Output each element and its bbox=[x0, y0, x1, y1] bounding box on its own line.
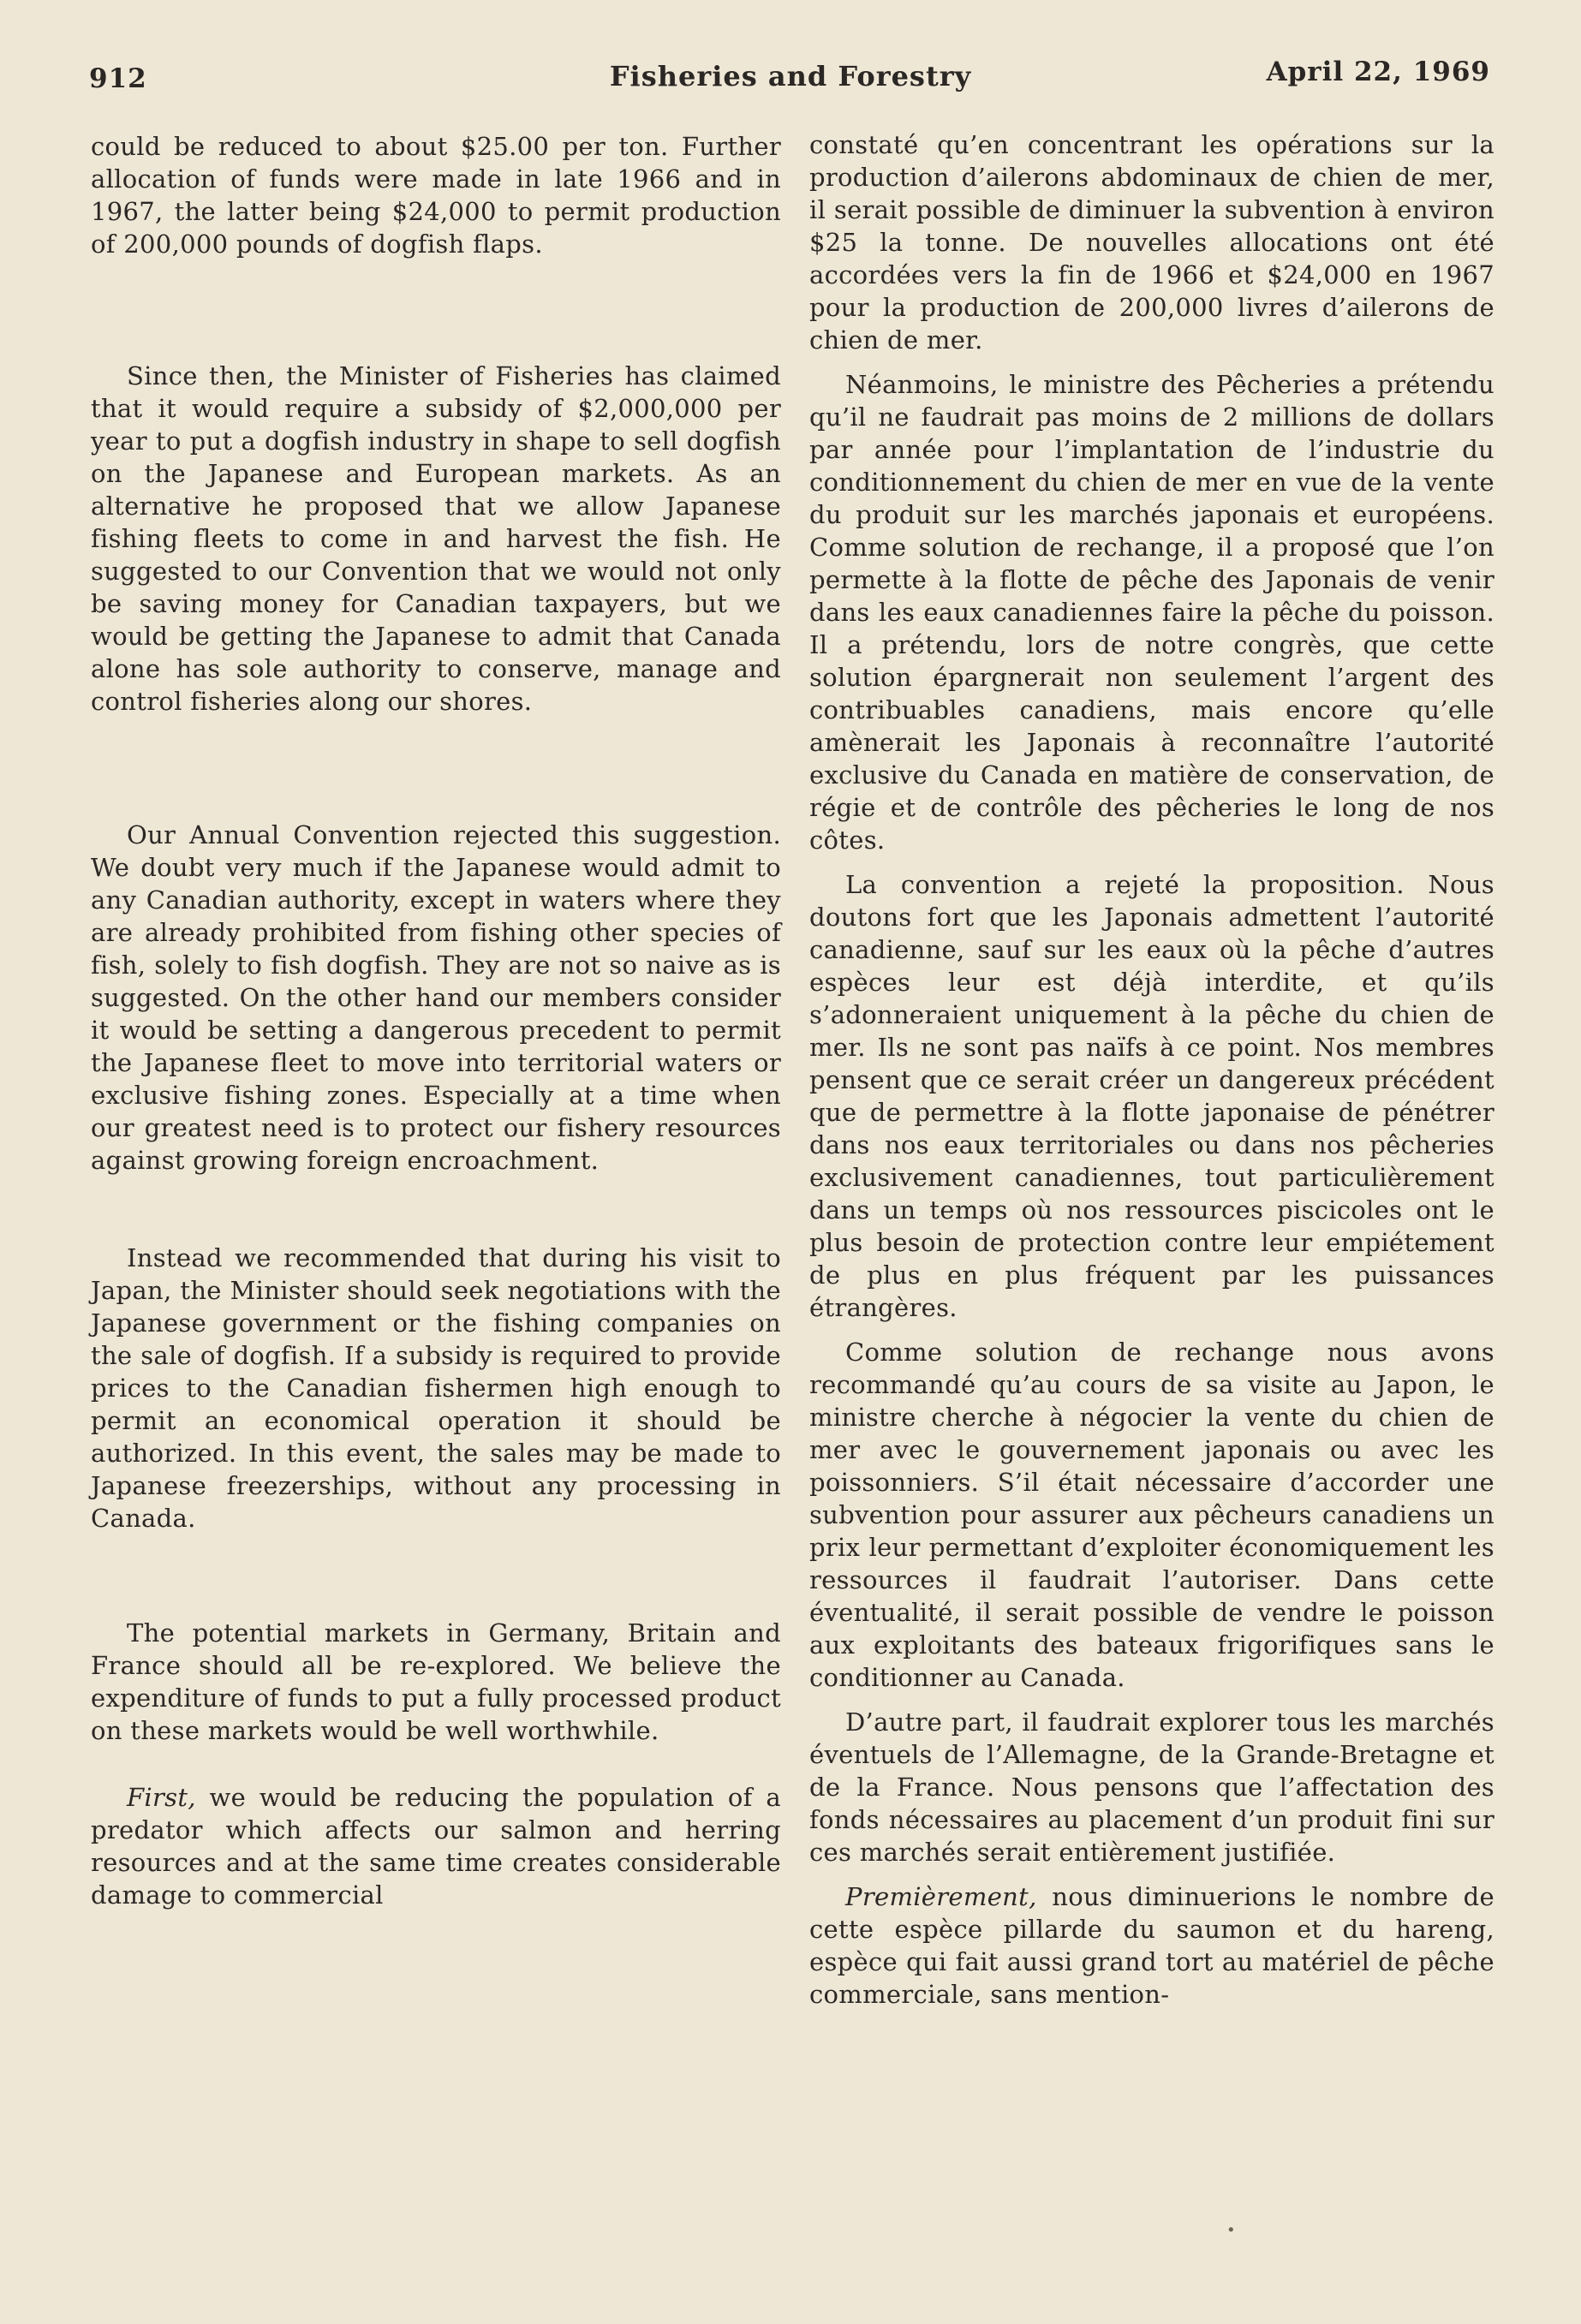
paragraph-lead-word: First, bbox=[127, 1783, 196, 1812]
paragraph: Néanmoins, le ministre des Pêcheries a prétendu qu’il ne faudrait pas moins de 2 millions de dollars par année pour l’implantation de l’industrie du conditionnement du chien de mer en vue de la vente du produit sur les marchés japonais et européens. Comme solution de rechange, il a proposé que l’on permette à la flotte de pêche des Japonais de venir dans les eaux canadiennes faire la pêche du poisson. Il a prétendu, lors de notre congrès, que cette solution épargnerait non seulement l’argent des contribuables canadiens, mais encore qu’elle amènerait les Japonais à reconnaître l’autorité exclusive du Canada en matière de conservation, de régie et de contrôle des pêcheries le long de nos côtes. bbox=[809, 370, 1494, 855]
paragraph: Our Annual Convention rejected this suggestion. We doubt very much if the Japanese would admit to any Canadian authority, except in waters where they are already prohibited from fishing other species of fish, solely to fish dogfish. They are not so naive as is suggested. On the other hand our members consider it would be setting a dangerous precedent to permit the Japanese fleet to move into territorial waters or exclusive fishing zones. Especially at a time when our greatest need is to protect our fishery resources against growing foreign encroachment. bbox=[91, 820, 781, 1175]
paragraph: La convention a rejeté la proposition. Nous doutons fort que les Japonais admettent l’autorité canadienne, sauf sur les eaux où la pêche d’autres espèces leur est déjà interdite, et qu’ils s’adonneraient uniquement à la pêche du chien de mer. Ils ne sont pas naïfs à ce point. Nos membres pensent que ce serait créer un dangereux précédent que de permettre à la flotte japonaise de pénétrer dans nos eaux territoriales ou dans nos pêcheries exclusivement canadiennes, tout particulièrement dans un temps où nos ressources piscicoles ont le plus besoin de protection contre leur empiétement de plus en plus fréquent par les puissances étrangères. bbox=[809, 870, 1494, 1322]
paragraph: could be reduced to about $25.00 per ton. Further allocation of funds were made in late 1966 and in 1967, the latter being $24,000 to permit production of 200,000 pounds of dogfish flaps. bbox=[91, 132, 781, 259]
paragraph: D’autre part, il faudrait explorer tous les marchés éventuels de l’Allemagne, de la Grande-Bretagne et de la France. Nous pensons que l’affectation des fonds nécessaires au placement d’un produit fini sur ces marchés serait entièrement justifiée. bbox=[809, 1707, 1494, 1867]
paragraph-text: we would be reducing the population of a predator which affects our salmon and herring resources and at the same time creates considerable damage to commercial bbox=[91, 1783, 781, 1910]
paragraph-text: nous diminuerions le nombre de cette espèce pillarde du saumon et du hareng, espèce qui fait aussi grand tort au matériel de pêche commerciale, sans mention- bbox=[809, 1882, 1494, 2009]
paragraph bbox=[91, 1781, 781, 1911]
paragraph bbox=[809, 1880, 1494, 2011]
paragraph: Since then, the Minister of Fisheries has claimed that it would require a subsidy of $2,000,000 per year to put a dogfish industry in shape to sell dogfish on the Japanese and European markets. As an alternative he proposed that we allow Japanese fishing fleets to come in and harvest the fish. He suggested to our Convention that we would not only be saving money for Canadian taxpayers, but we would be getting the Japanese to admit that Canada alone has sole authority to conserve, manage and control fisheries along our shores. bbox=[91, 361, 781, 716]
footer-mark: • bbox=[1226, 2221, 1236, 2239]
french-column bbox=[809, 128, 1494, 2023]
page-date: April 22, 1969 bbox=[1266, 57, 1490, 87]
paragraph: constaté qu’en concentrant les opérations sur la production d’ailerons abdominaux de chien de mer, il serait possible de diminuer la subvention à environ $25 la tonne. De nouvelles allocations ont été accordées vers la fin de 1966 et $24,000 en 1967 pour la production de 200,000 livres d’ailerons de chien de mer. bbox=[809, 130, 1494, 355]
running-title: Fisheries and Forestry bbox=[609, 60, 972, 92]
paragraph: Comme solution de rechange nous avons recommandé qu’au cours de sa visite au Japon, le ministre cherche à négocier la vente du chien de mer avec le gouvernement japonais ou avec les poissonniers. S’il était nécessaire d’accorder une subvention pour assurer aux pêcheurs canadiens un prix leur permettant d’exploiter économiquement les ressources il faudrait l’autoriser. Dans cette éventualité, il serait possible de vendre le poisson aux exploitants des bateaux frigorifiques sans le conditionner au Canada. bbox=[809, 1338, 1494, 1692]
page-header bbox=[0, 0, 1581, 128]
english-column bbox=[91, 130, 781, 1911]
paragraph: The potential markets in Germany, Britain and France should all be re-explored. We believe the expenditure of funds to put a fully processed product on these markets would be well worthwhile. bbox=[91, 1618, 781, 1745]
paragraph-lead-word: Premièrement, bbox=[845, 1882, 1037, 1911]
page-number: 912 bbox=[89, 63, 147, 94]
paragraph: Instead we recommended that during his visit to Japan, the Minister should seek negotiations with the Japanese government or the fishing companies on the sale of dogfish. If a subsidy is required to provide prices to the Canadian fishermen high enough to permit an economical operation it should be authorized. In this event, the sales may be made to Japanese freezerships, without any processing in Canada. bbox=[91, 1243, 781, 1533]
